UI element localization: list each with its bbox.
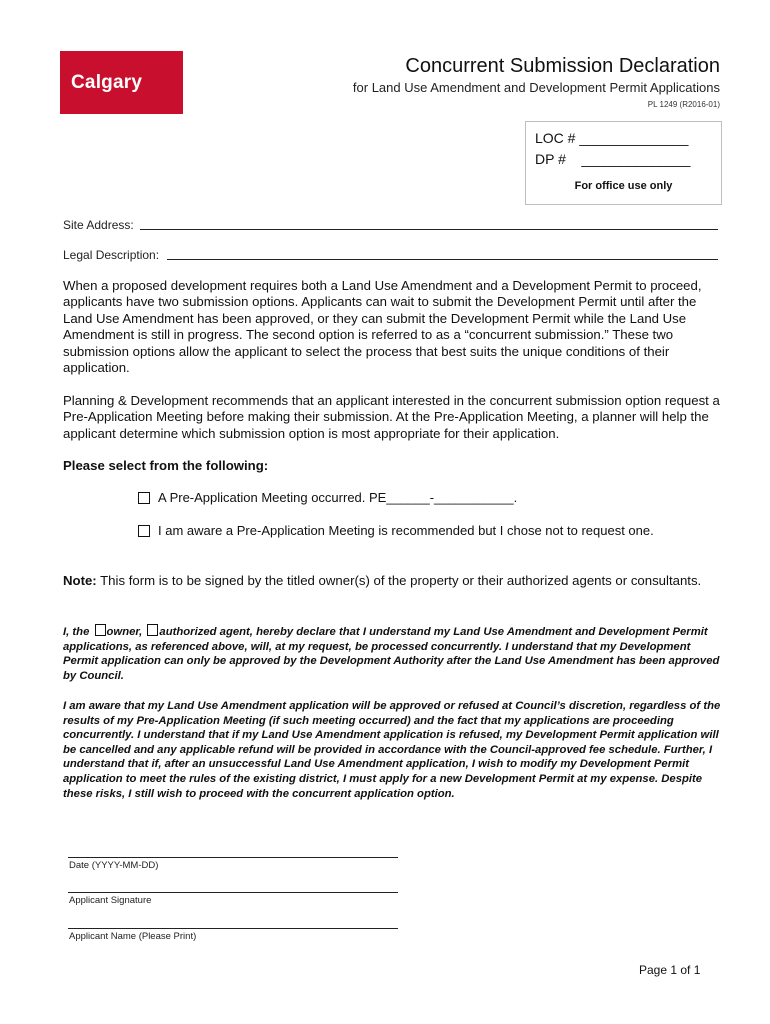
name-input-line[interactable]	[68, 928, 398, 929]
loc-number-field: LOC # ______________	[535, 130, 689, 146]
meeting-occurred-checkbox[interactable]	[138, 492, 150, 504]
date-input-line[interactable]	[68, 857, 398, 858]
signature-input-line[interactable]	[68, 892, 398, 893]
logo-text: Calgary	[71, 71, 143, 93]
note-text: This form is to be signed by the titled owner(s) of the property or their authorized agents or consultants.	[96, 573, 702, 588]
note-label: Note:	[63, 573, 97, 588]
office-use-box	[525, 121, 722, 205]
option-no-meeting-label: I am aware a Pre-Application Meeting is recommended but I chose not to request one.	[158, 523, 654, 538]
office-use-note: For office use only	[574, 180, 673, 192]
form-subtitle: for Land Use Amendment and Development Permit Applications	[352, 80, 720, 95]
owner-label: owner,	[106, 626, 146, 638]
date-label: Date (YYYY-MM-DD)	[69, 860, 159, 871]
form-code: PL 1249 (R2016-01)	[647, 100, 720, 109]
recommendation-paragraph: Planning & Development recommends that an applicant interested in the concurrent submission option request a Pre-Application Meeting before making their submission. At the Pre-Application Meeting, a planner will help the applicant determine which submission option is most appropriate for their application.	[63, 393, 720, 441]
legal-description-row	[63, 248, 718, 262]
legal-description-label: Legal Description:	[63, 248, 160, 262]
select-heading: Please select from the following:	[63, 458, 269, 473]
legal-description-input[interactable]	[167, 259, 718, 260]
option-meeting-occurred	[138, 490, 517, 505]
note-paragraph	[63, 573, 723, 589]
page-number: Page 1 of 1	[639, 963, 701, 977]
site-address-row	[63, 218, 718, 232]
signature-label: Applicant Signature	[69, 895, 152, 906]
declaration-text: authorized agent, hereby declare that I understand my Land Use Amendment and Development Permit applications, as referenced above, will, at my request, be processed concurrently. I understand that my Development Permit application can only be approved by the Development Authority after the Land Use Amendment has been approved by Council.	[63, 626, 720, 682]
authorized-agent-checkbox[interactable]	[147, 624, 158, 636]
calgary-logo	[60, 51, 183, 114]
owner-checkbox[interactable]	[95, 624, 106, 636]
dp-number-field: DP # ______________	[535, 151, 691, 167]
no-meeting-checkbox[interactable]	[138, 525, 150, 537]
logo-divider	[208, 59, 209, 106]
form-title: Concurrent Submission Declaration	[405, 55, 720, 77]
intro-paragraph: When a proposed development requires both a Land Use Amendment and a Development Permit to proceed, applicants have two submission options. Applicants can wait to submit the Development Permit until after the Land Use Amendment has been approved, or they can submit the Development Permit while the Land Use Amendment is still in progress. The second option is referred to as a “concurrent submission.” These two submission options allow the applicant to select the process that best suits the unique conditions of their application.	[63, 278, 702, 376]
option-meeting-occurred-label: A Pre-Application Meeting occurred. PE______-___________.	[158, 490, 518, 505]
site-address-label: Site Address:	[63, 218, 134, 232]
declaration-prefix: I, the	[63, 626, 93, 638]
site-address-input[interactable]	[140, 229, 718, 230]
option-no-meeting	[138, 523, 654, 538]
declaration-paragraph-1	[63, 624, 723, 683]
name-label: Applicant Name (Please Print)	[69, 931, 197, 942]
declaration-paragraph-2: I am aware that my Land Use Amendment application will be approved or refused at Council’s discretion, regardless of the results of my Pre-Application Meeting (if such meeting occurred) and the fact that my applications are proceeding concurrently. I understand that if my Land Use Amendment application is refused, my Development Permit application will be cancelled and any applicable refund will be provided in accordance with the Council-approved fee schedule. Further, I understand that if, after an unsuccessful Land Use Amendment application, I wish to modify my Development Permit application to meet the rules of the existing district, I must apply for a new Development Permit at my expense. Despite these risks, I still wish to proceed with the concurrent application option.	[63, 700, 721, 800]
city-crest-icon	[214, 65, 238, 101]
